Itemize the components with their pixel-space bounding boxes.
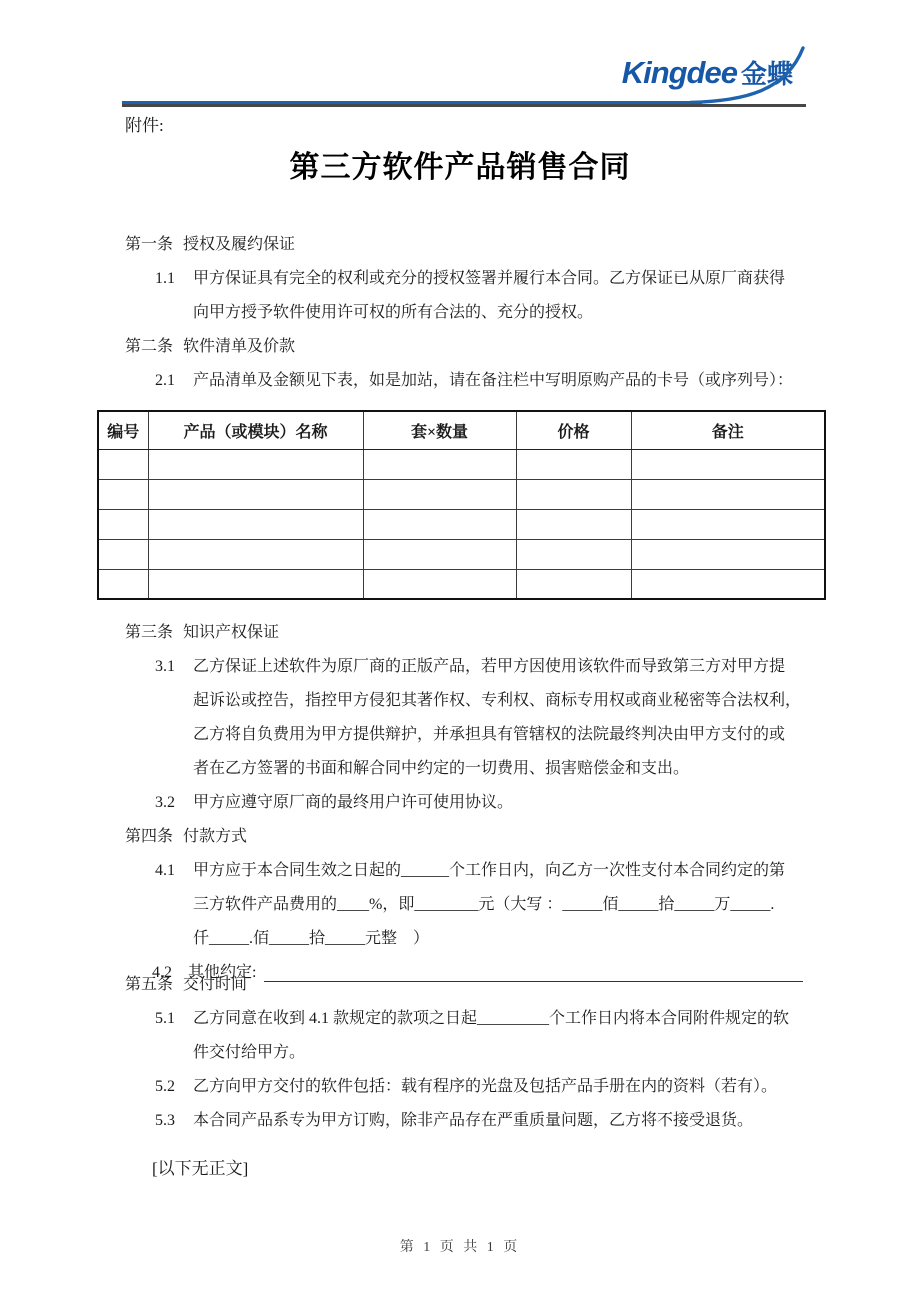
kingdee-cn-wordmark: 金蝶 [740,59,793,89]
contract-item-5-3 [125,1104,815,1138]
table-header-cell: 编号 [98,411,148,449]
table-cell [516,539,631,569]
item-text [193,1002,815,1070]
item-text [193,1104,815,1138]
clause-number: 第三条 [125,624,174,641]
contract-item-3-1 [125,650,815,786]
swoosh-icon [690,45,820,107]
item-line: 起诉讼或控告，指控甲方侵犯其著作权、专利权、商标专用权或商业秘密等合法权利， [193,692,802,709]
page-title: 第三方软件产品销售合同 [289,151,631,184]
item-number: 4.1 [155,862,175,879]
table-cell [631,569,825,599]
contract-item-3-2 [125,786,815,820]
item-text [193,854,815,956]
page-footer: 第 1 页 共 1 页 [399,1240,521,1255]
table-header-cell: 价格 [516,411,631,449]
attachment-label: 附件: [125,116,164,135]
item-number: 4.2 [152,964,172,981]
section-clause-4 [125,820,815,990]
header-rule-dark [122,104,806,107]
table-row [98,509,825,539]
item-number: 3.2 [155,794,175,811]
item-line: 者在乙方签署的书面和解合同中约定的一切费用、损害赔偿金和支出。 [193,760,690,777]
table-cell [631,509,825,539]
table-cell [363,569,516,599]
table-cell [516,479,631,509]
table-cell [516,509,631,539]
table-cell [148,479,363,509]
kingdee-wordmark: Kingdee [621,55,737,90]
item-text [193,786,815,820]
table-cell [148,539,363,569]
item-number: 5.1 [155,1010,175,1027]
clause-heading [125,968,815,1002]
table-cell [631,479,825,509]
clause-number: 第四条 [125,828,174,845]
table-cell [363,539,516,569]
item-line: 件交付给甲方。 [193,1044,306,1061]
item-number: 5.3 [155,1112,175,1129]
item-number: 1.1 [155,270,175,287]
clause-number: 第五条 [125,976,174,993]
table-cell [98,509,148,539]
table-row [98,569,825,599]
clause-title: 知识产权保证 [183,624,280,641]
contract-item-4-1 [125,854,815,956]
clause-title: 付款方式 [183,828,248,845]
table-cell [98,539,148,569]
item-line: 甲方保证具有完全的权利或充分的授权签署并履行本合同。乙方保证已从原厂商获得 [193,270,786,287]
clause-heading [125,820,815,854]
table-cell [363,509,516,539]
item-label: 其他约定: [188,964,257,981]
table-cell [363,479,516,509]
contract-item-5-2 [125,1070,815,1104]
item-text [193,262,815,330]
table-cell [631,449,825,479]
table-cell [148,449,363,479]
item-line: 乙方保证上述软件为原厂商的正版产品，若甲方因使用该软件而导致第三方对甲方提 [193,658,786,675]
table-row [98,539,825,569]
item-line: 产品清单及金额见下表，如是加站，请在备注栏中写明原购产品的卡号（或序列号）： [193,372,794,389]
contract-item-5-1 [125,1002,815,1070]
table-header-cell: 套×数量 [363,411,516,449]
table-cell [98,479,148,509]
contract-item-2-1 [125,364,815,398]
table-cell [98,569,148,599]
item-line: 甲方应遵守原厂商的最终用户许可使用协议。 [193,794,514,811]
item-text [193,650,815,786]
clause-title: 授权及履约保证 [183,236,296,253]
section-clause-3 [125,616,815,820]
item-line: 向甲方授予软件使用许可权的所有合法的、充分的授权。 [193,304,594,321]
table-cell [363,449,516,479]
clause-title: 交付时间 [183,976,248,993]
section-clause-1 [125,228,815,330]
section-clause-2 [125,330,815,398]
table-header-cell: 产品（或模块）名称 [148,411,363,449]
item-line: 本合同产品系专为甲方订购，除非产品存在严重质量问题，乙方将不接受退货。 [193,1112,754,1129]
table-row [98,449,825,479]
item-line: 乙方向甲方交付的软件包括：载有程序的光盘及包括产品手册在内的资料（若有）。 [193,1078,778,1095]
table-cell [631,539,825,569]
table-cell [98,449,148,479]
item-line: 三方软件产品费用的____%，即________元（大写 ：_____佰_____拾_____万_____. [193,896,775,913]
table-header-row [98,411,825,449]
clause-heading [125,330,815,364]
item-line: 乙方将自负费用为甲方提供辩护，并承担具有管辖权的法院最终判决由甲方支付的或 [193,726,786,743]
clause-number: 第二条 [125,338,174,355]
products-table [97,410,826,600]
table-cell [516,449,631,479]
table-cell [516,569,631,599]
item-line: 乙方同意在收到 4.1 款规定的款项之日起_________个工作日内将本合同附件规定的软 [193,1010,790,1027]
item-line: 仟_____.佰_____拾_____元整 ） [193,930,430,947]
item-number: 5.2 [155,1078,175,1095]
item-number: 3.1 [155,658,175,675]
clause-number: 第一条 [125,236,174,253]
clause-title: 软件清单及价款 [183,338,296,355]
contract-item-1-1 [125,262,815,330]
table-row [98,479,825,509]
table-header-cell: 备注 [631,411,825,449]
closing-note: [以下无正文] [152,1159,249,1178]
section-clause-5 [125,968,815,1138]
item-line: 甲方应于本合同生效之日起的______个工作日内，向乙方一次性支付本合同约定的第 [193,862,786,879]
item-text [193,364,815,398]
table-cell [148,509,363,539]
table-cell [148,569,363,599]
clause-heading [125,228,815,262]
clause-heading [125,616,815,650]
item-number: 2.1 [155,372,175,389]
item-text [193,1070,815,1104]
